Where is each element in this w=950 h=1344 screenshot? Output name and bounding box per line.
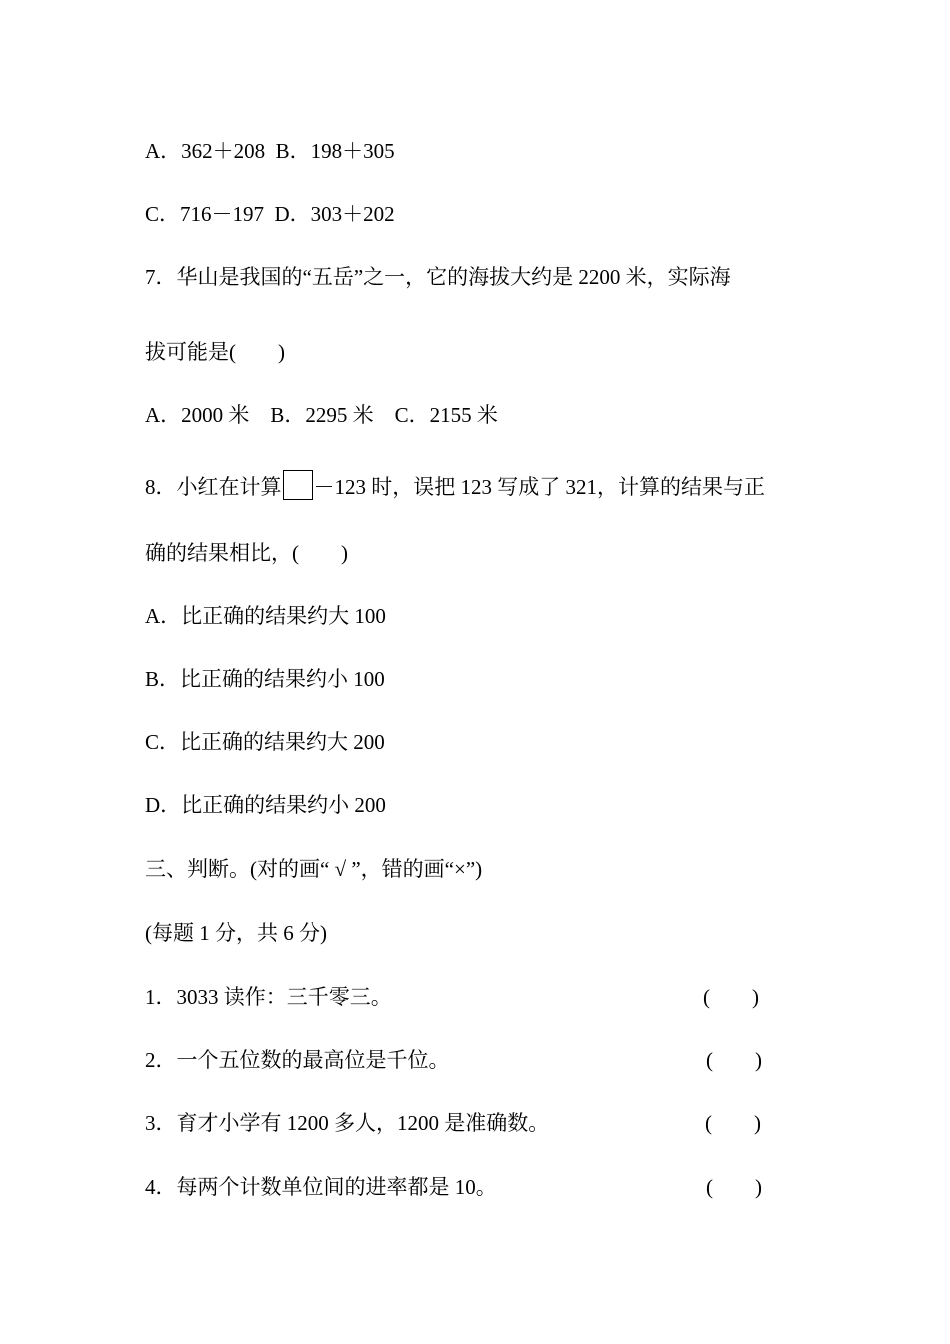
judge-item-1-text: 1．3033 读作：三千零三。: [145, 985, 392, 1009]
q8-stem-line-1: [145, 470, 765, 501]
section3-title: 三、判断。(对的画“ √ ”，错的画“×”): [145, 857, 483, 881]
section3-score: (每题 1 分，共 6 分): [145, 921, 327, 945]
judge-item-1-answer-paren: ( ): [703, 985, 759, 1009]
judge-item-3-text: 3．育才小学有 1200 多人，1200 是准确数。: [145, 1111, 550, 1135]
q8-option-c: C．比正确的结果约大 200: [145, 730, 385, 754]
judge-item-4-answer-paren: ( ): [706, 1175, 762, 1199]
q7-stem-line-2: 拔可能是( ): [145, 340, 285, 364]
judge-item-2-answer-paren: ( ): [706, 1048, 762, 1072]
q6-options-line-2: C．716－197 D．303＋202: [145, 202, 395, 226]
judge-item-2-text: 2．一个五位数的最高位是千位。: [145, 1048, 450, 1072]
judge-item-4-text: 4．每两个计数单位间的进率都是 10。: [145, 1175, 497, 1199]
q6-options-line-1: A．362＋208 B．198＋305: [145, 139, 395, 163]
q8-stem-before-box: 8．小红在计算: [145, 475, 282, 499]
q7-stem-line-1: 7．华山是我国的“五岳”之一，它的海拔大约是 2200 米，实际海: [145, 265, 731, 289]
q8-option-b: B．比正确的结果约小 100: [145, 667, 385, 691]
blank-box: [283, 470, 313, 500]
q8-option-d: D．比正确的结果约小 200: [145, 793, 386, 817]
q7-options: A．2000 米 B．2295 米 C．2155 米: [145, 403, 498, 427]
q8-stem-line-2: 确的结果相比，( ): [145, 541, 348, 565]
q8-option-a: A．比正确的结果约大 100: [145, 604, 386, 628]
q8-stem-after-box: －123 时，误把 123 写成了 321，计算的结果与正: [313, 475, 765, 499]
judge-item-3-answer-paren: ( ): [705, 1111, 761, 1135]
